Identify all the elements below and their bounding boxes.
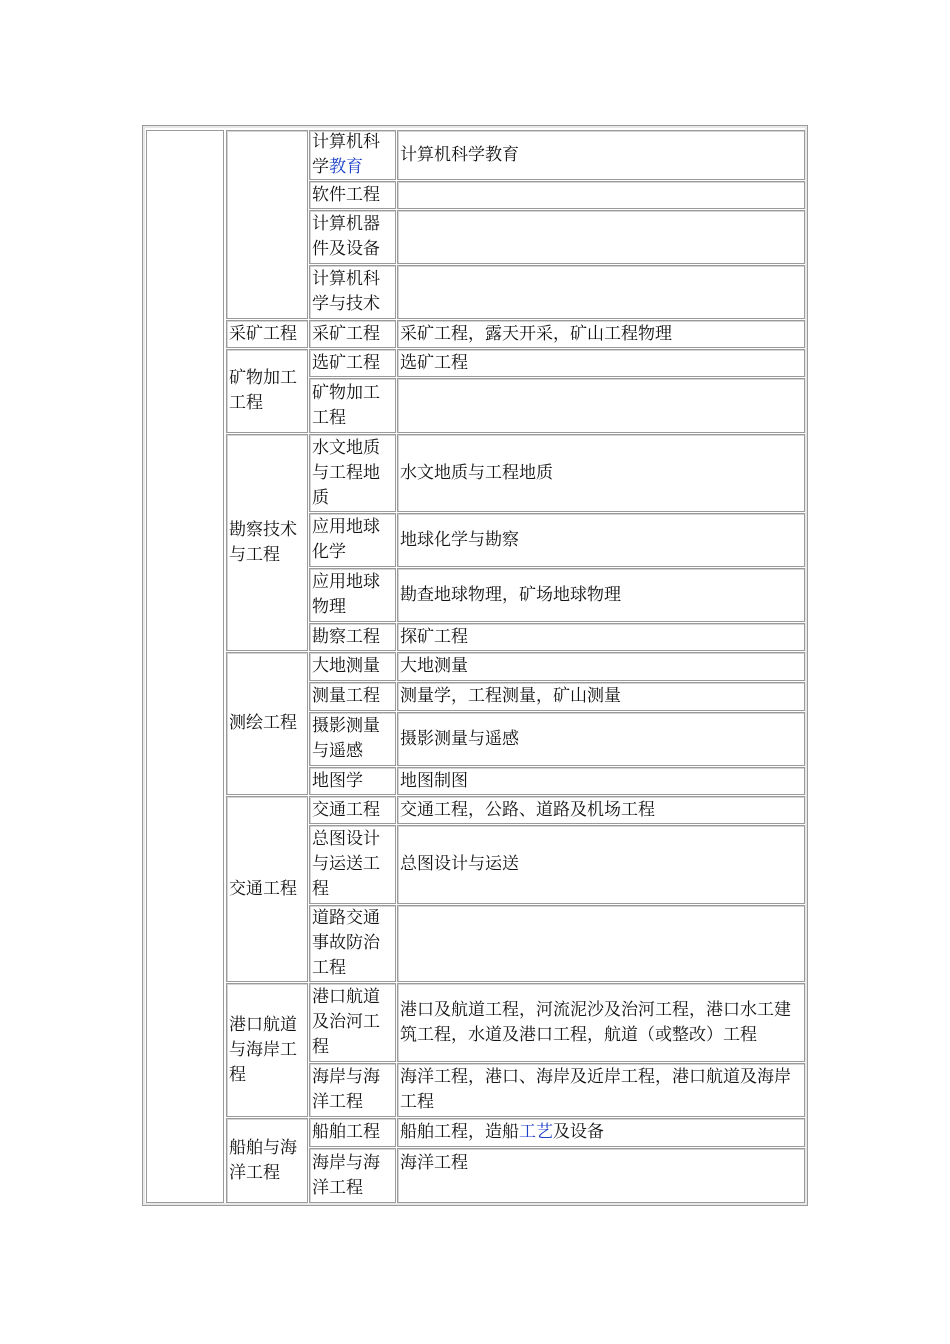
description-label: 交通工程，公路、道路及机场工程 xyxy=(400,799,655,820)
description-cell xyxy=(397,767,805,795)
major-label: 测量工程 xyxy=(312,686,380,706)
description-label: 探矿工程 xyxy=(400,626,468,647)
major-cell xyxy=(309,320,396,348)
major-label: 采矿工程 xyxy=(312,323,380,344)
description-label: 测量学，工程测量，矿山测量 xyxy=(400,686,621,706)
description-cell xyxy=(397,320,805,348)
major-cell xyxy=(309,513,396,567)
description-cell xyxy=(397,210,805,264)
major-label: 应用地球物理 xyxy=(312,572,380,617)
description-label: 摄影测量与遥感 xyxy=(400,728,519,749)
category-cell xyxy=(226,983,308,1117)
description-cell xyxy=(397,623,805,651)
category-cell xyxy=(226,320,308,348)
category-label: 港口航道与海岸工程 xyxy=(229,1014,297,1085)
major-cell xyxy=(309,434,396,512)
major-label: 道路交通事故防治工程 xyxy=(312,908,380,978)
major-label: 计算机科学 xyxy=(312,132,380,177)
major-link[interactable]: 教育 xyxy=(329,157,363,177)
major-label: 交通工程 xyxy=(312,799,380,820)
description-label: 海洋工程 xyxy=(400,1153,468,1173)
description-label: 地图制图 xyxy=(400,770,468,791)
major-cell xyxy=(309,130,396,180)
major-label: 港口航道及治河工程 xyxy=(312,987,380,1057)
description-cell xyxy=(397,905,805,982)
major-label: 软件工程 xyxy=(312,184,380,205)
major-cell xyxy=(309,1118,396,1147)
description-cell xyxy=(397,568,805,622)
description-cell xyxy=(397,378,805,433)
major-cell xyxy=(309,796,396,824)
major-label: 船舶工程 xyxy=(312,1122,380,1142)
description-cell xyxy=(397,1118,805,1147)
major-cell xyxy=(309,767,396,795)
category-label: 勘察技术与工程 xyxy=(229,519,297,565)
description-label: 及设备 xyxy=(553,1122,604,1142)
major-label: 总图设计与运送工程 xyxy=(312,829,380,899)
description-label: 计算机科学教育 xyxy=(400,144,519,165)
major-cell xyxy=(309,265,396,319)
major-cell xyxy=(309,378,396,433)
description-cell xyxy=(397,796,805,824)
major-label: 勘察工程 xyxy=(312,626,380,647)
major-label: 计算机科学与技术 xyxy=(312,269,380,314)
description-label: 总图设计与运送 xyxy=(400,854,519,874)
major-label: 矿物加工工程 xyxy=(312,382,380,428)
description-cell xyxy=(397,349,805,377)
major-label: 海岸与海洋工程 xyxy=(312,1067,380,1112)
major-label: 摄影测量与遥感 xyxy=(312,716,380,761)
description-label: 水文地质与工程地质 xyxy=(400,462,553,483)
description-cell xyxy=(397,1148,805,1203)
description-label: 船舶工程，造船 xyxy=(400,1122,519,1142)
description-cell xyxy=(397,825,805,904)
category-cell xyxy=(226,1118,308,1203)
category-cell xyxy=(226,349,308,433)
major-cell xyxy=(309,623,396,651)
description-label: 港口及航道工程，河流泥沙及治河工程，港口水工建筑工程，水道及港口工程，航道（或整改）工程 xyxy=(400,999,791,1045)
major-cell xyxy=(309,905,396,982)
description-cell xyxy=(397,1063,805,1117)
major-cell xyxy=(309,568,396,622)
major-label: 水文地质与工程地质 xyxy=(312,437,380,508)
description-cell xyxy=(397,265,805,319)
major-cell xyxy=(309,1148,396,1203)
major-cell xyxy=(309,825,396,904)
description-label: 勘查地球物理，矿场地球物理 xyxy=(400,584,621,605)
major-cell xyxy=(309,682,396,711)
description-cell xyxy=(397,434,805,512)
category-label: 矿物加工工程 xyxy=(229,368,297,413)
category-cell xyxy=(226,796,308,982)
major-label: 应用地球化学 xyxy=(312,517,380,562)
major-label: 计算机器件及设备 xyxy=(312,214,380,259)
description-label: 采矿工程，露天开采，矿山工程物理 xyxy=(400,323,672,344)
description-label: 海洋工程，港口、海岸及近岸工程，港口航道及海岸工程 xyxy=(400,1067,791,1112)
category-cell-computer xyxy=(226,130,308,319)
major-cell xyxy=(309,652,396,681)
description-label: 选矿工程 xyxy=(400,352,468,373)
description-label: 大地测量 xyxy=(400,656,468,676)
description-cell xyxy=(397,652,805,681)
major-label: 海岸与海洋工程 xyxy=(312,1153,380,1198)
category-cell xyxy=(226,434,308,651)
major-label: 大地测量 xyxy=(312,656,380,676)
major-cell xyxy=(309,349,396,377)
description-cell xyxy=(397,682,805,711)
discipline-column-cell xyxy=(146,130,224,1203)
category-label: 船舶与海洋工程 xyxy=(229,1137,297,1183)
description-label: 地球化学与勘察 xyxy=(400,529,519,550)
major-label: 选矿工程 xyxy=(312,352,380,373)
major-cell xyxy=(309,983,396,1062)
category-label: 交通工程 xyxy=(229,878,297,899)
description-cell xyxy=(397,983,805,1062)
major-cell xyxy=(309,712,396,766)
major-cell xyxy=(309,210,396,264)
category-label: 采矿工程 xyxy=(229,323,297,344)
description-link[interactable]: 工艺 xyxy=(519,1122,553,1142)
category-label: 测绘工程 xyxy=(229,713,297,733)
category-cell xyxy=(226,652,308,795)
description-cell xyxy=(397,181,805,209)
description-cell xyxy=(397,712,805,766)
major-cell xyxy=(309,1063,396,1117)
major-label: 地图学 xyxy=(312,770,363,791)
description-cell xyxy=(397,130,805,180)
major-cell xyxy=(309,181,396,209)
description-cell xyxy=(397,513,805,567)
